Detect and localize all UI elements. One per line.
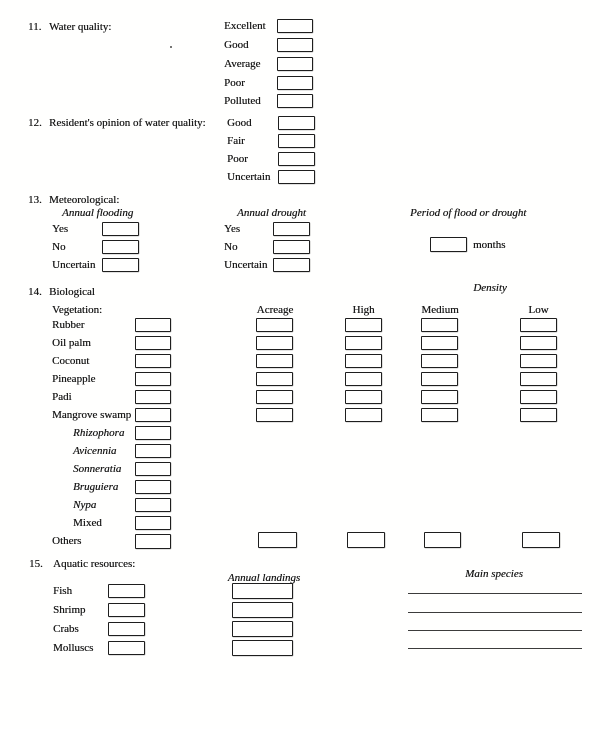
- vegetation-row-label-others: Others: [52, 535, 82, 547]
- flooding-column-header: Annual flooding: [62, 207, 134, 219]
- vegetation-box-coconut[interactable]: [135, 354, 171, 368]
- vegetation-box-pineapple[interactable]: [135, 372, 171, 386]
- vegetation-row-label-coconut: Coconut: [52, 355, 90, 367]
- item-13-number: 13.: [28, 194, 42, 206]
- vegetation-box-mangrove-swamp[interactable]: [135, 408, 171, 422]
- flooding-label-uncertain: Uncertain: [52, 259, 96, 271]
- high-box-oil-palm[interactable]: [345, 336, 382, 350]
- option-label-excellent: Excellent: [224, 20, 266, 32]
- high-box-coconut[interactable]: [345, 354, 382, 368]
- item-12-title: Resident's opinion of water quality:: [49, 117, 206, 129]
- months-input-box[interactable]: [430, 237, 467, 252]
- low-box-rubber[interactable]: [520, 318, 557, 332]
- response-box-flooding-no[interactable]: [102, 240, 139, 254]
- column-header-acreage: Acreage: [256, 304, 294, 316]
- aquatic-box-crabs[interactable]: [108, 622, 145, 636]
- option-label-fair: Fair: [227, 135, 245, 147]
- vegetation-row-label-pineapple: Pineapple: [52, 373, 96, 385]
- high-box-others[interactable]: [347, 532, 385, 548]
- landings-box-fish[interactable]: [232, 583, 293, 599]
- item-12-number: 12.: [28, 117, 42, 129]
- acreage-box-mangrove-swamp[interactable]: [256, 408, 293, 422]
- response-box-drought-uncertain[interactable]: [273, 258, 310, 272]
- vegetation-box-avicennia[interactable]: [135, 444, 171, 458]
- landings-box-shrimp[interactable]: [232, 602, 293, 618]
- high-box-rubber[interactable]: [345, 318, 382, 332]
- option-label-uncertain: Uncertain: [227, 171, 271, 183]
- response-box-flooding-uncertain[interactable]: [102, 258, 139, 272]
- vegetation-box-padi[interactable]: [135, 390, 171, 404]
- high-box-mangrove-swamp[interactable]: [345, 408, 382, 422]
- low-box-mangrove-swamp[interactable]: [520, 408, 557, 422]
- medium-box-rubber[interactable]: [421, 318, 458, 332]
- vegetation-box-oil-palm[interactable]: [135, 336, 171, 350]
- item-15-number: 15.: [29, 558, 43, 570]
- vegetation-row-label-rhizophora: Rhizophora: [73, 427, 125, 439]
- response-box-q11-polluted[interactable]: [277, 94, 313, 108]
- column-header-high: High: [352, 304, 375, 316]
- vegetation-box-sonneratia[interactable]: [135, 462, 171, 476]
- medium-box-coconut[interactable]: [421, 354, 458, 368]
- vegetation-box-others[interactable]: [135, 534, 171, 549]
- vegetation-row-label-padi: Padi: [52, 391, 72, 403]
- aquatic-row-label-molluscs: Molluscs: [53, 642, 94, 654]
- acreage-box-oil-palm[interactable]: [256, 336, 293, 350]
- column-header-low: Low: [528, 304, 549, 316]
- drought-label-yes: Yes: [224, 223, 241, 235]
- density-header: Density: [473, 282, 507, 294]
- low-box-coconut[interactable]: [520, 354, 557, 368]
- months-unit-label: months: [473, 239, 506, 251]
- response-box-q12-uncertain[interactable]: [278, 170, 315, 184]
- medium-box-pineapple[interactable]: [421, 372, 458, 386]
- low-box-others[interactable]: [522, 532, 560, 548]
- flooding-label-no: No: [52, 241, 66, 253]
- low-box-oil-palm[interactable]: [520, 336, 557, 350]
- species-line-fish[interactable]: [408, 593, 582, 594]
- flooding-label-yes: Yes: [52, 223, 69, 235]
- option-label-poor: Poor: [227, 153, 248, 165]
- aquatic-row-label-crabs: Crabs: [53, 623, 79, 635]
- vegetation-row-label-rubber: Rubber: [52, 319, 85, 331]
- vegetation-box-rubber[interactable]: [135, 318, 171, 332]
- vegetation-box-nypa[interactable]: [135, 498, 171, 512]
- response-box-drought-no[interactable]: [273, 240, 310, 254]
- scan-artifact-dot: [170, 46, 172, 48]
- landings-box-crabs[interactable]: [232, 621, 293, 637]
- response-box-q11-excellent[interactable]: [277, 19, 313, 33]
- species-line-crabs[interactable]: [408, 630, 582, 631]
- option-label-average: Average: [224, 58, 261, 70]
- medium-box-mangrove-swamp[interactable]: [421, 408, 458, 422]
- acreage-box-padi[interactable]: [256, 390, 293, 404]
- vegetation-row-label-mixed: Mixed: [73, 517, 102, 529]
- item-14-title: Biological: [49, 286, 95, 298]
- response-box-q12-good[interactable]: [278, 116, 315, 130]
- vegetation-row-label-mangrove-swamp: Mangrove swamp: [52, 409, 132, 421]
- period-column-header: Period of flood or drought: [410, 207, 527, 219]
- medium-box-oil-palm[interactable]: [421, 336, 458, 350]
- response-box-q11-poor[interactable]: [277, 76, 313, 90]
- response-box-q12-poor[interactable]: [278, 152, 315, 166]
- landings-box-molluscs[interactable]: [232, 640, 293, 656]
- vegetation-label: Vegetation:: [52, 304, 103, 316]
- aquatic-row-label-fish: Fish: [53, 585, 72, 597]
- drought-label-uncertain: Uncertain: [224, 259, 268, 271]
- acreage-box-others[interactable]: [258, 532, 297, 548]
- acreage-box-coconut[interactable]: [256, 354, 293, 368]
- item-11-title: Water quality:: [49, 21, 112, 33]
- response-box-flooding-yes[interactable]: [102, 222, 139, 236]
- species-line-shrimp[interactable]: [408, 612, 582, 613]
- vegetation-row-label-bruguiera: Bruguiera: [73, 481, 119, 493]
- species-header: Main species: [465, 568, 523, 580]
- drought-label-no: No: [224, 241, 238, 253]
- item-15-title: Aquatic resources:: [53, 558, 136, 570]
- drought-column-header: Annual drought: [237, 207, 306, 219]
- low-box-padi[interactable]: [520, 390, 557, 404]
- species-line-molluscs[interactable]: [408, 648, 582, 649]
- vegetation-box-rhizophora[interactable]: [135, 426, 171, 440]
- response-box-q11-good[interactable]: [277, 38, 313, 52]
- medium-box-others[interactable]: [424, 532, 461, 548]
- low-box-pineapple[interactable]: [520, 372, 557, 386]
- landings-header: Annual landings: [227, 572, 301, 584]
- medium-box-padi[interactable]: [421, 390, 458, 404]
- vegetation-row-label-avicennia: Avicennia: [73, 445, 117, 457]
- aquatic-box-molluscs[interactable]: [108, 641, 145, 655]
- acreage-box-pineapple[interactable]: [256, 372, 293, 386]
- response-box-q11-average[interactable]: [277, 57, 313, 71]
- vegetation-row-label-oil-palm: Oil palm: [52, 337, 91, 349]
- option-label-good: Good: [227, 117, 252, 129]
- acreage-box-rubber[interactable]: [256, 318, 293, 332]
- column-header-medium: Medium: [421, 304, 459, 316]
- option-label-good: Good: [224, 39, 249, 51]
- aquatic-box-shrimp[interactable]: [108, 603, 145, 617]
- vegetation-box-mixed[interactable]: [135, 516, 171, 530]
- high-box-padi[interactable]: [345, 390, 382, 404]
- aquatic-box-fish[interactable]: [108, 584, 145, 598]
- option-label-polluted: Polluted: [224, 95, 261, 107]
- response-box-q12-fair[interactable]: [278, 134, 315, 148]
- option-label-poor: Poor: [224, 77, 245, 89]
- item-11-number: 11.: [28, 21, 42, 33]
- item-14-number: 14.: [28, 286, 42, 298]
- aquatic-row-label-shrimp: Shrimp: [53, 604, 86, 616]
- item-13-title: Meteorological:: [49, 194, 120, 206]
- high-box-pineapple[interactable]: [345, 372, 382, 386]
- response-box-drought-yes[interactable]: [273, 222, 310, 236]
- vegetation-box-bruguiera[interactable]: [135, 480, 171, 494]
- vegetation-row-label-sonneratia: Sonneratia: [73, 463, 122, 475]
- vegetation-row-label-nypa: Nypa: [73, 499, 97, 511]
